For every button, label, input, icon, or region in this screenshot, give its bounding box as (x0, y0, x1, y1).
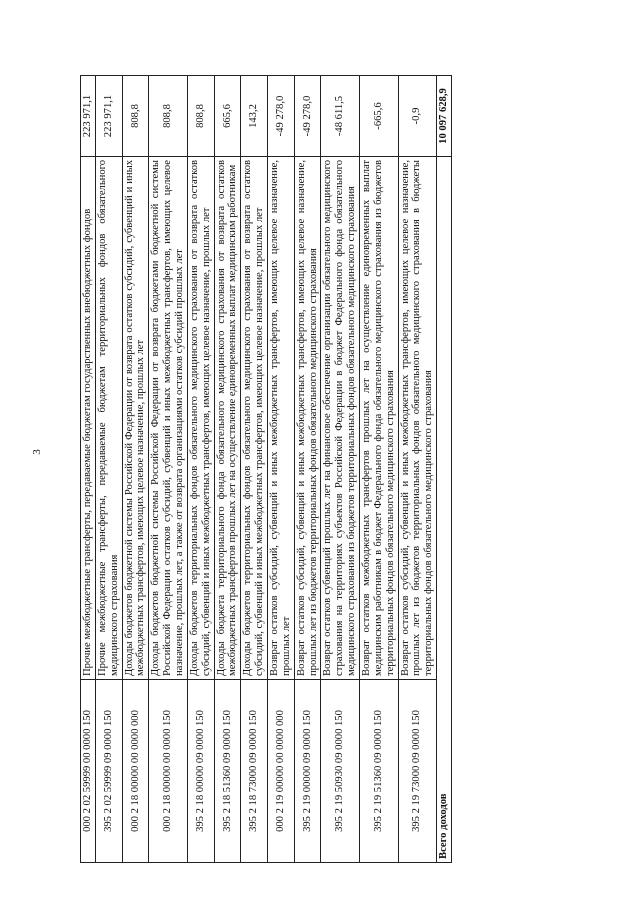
revenue-name: Прочие межбюджетные трансферты, передаваемые бюджетам территориальных фондов обязательного медицинского страхования (95, 157, 122, 680)
revenue-name: Прочие межбюджетные трансферты, передаваемые бюджетам государственных внебюджетных фондов (81, 157, 96, 680)
table-row (398, 76, 437, 863)
amount-value: -48 611,5 (321, 76, 360, 157)
total-label: Всего доходов (437, 157, 452, 863)
budget-code: 395 2 02 59999 09 0000 150 (95, 680, 122, 863)
budget-code: 395 2 19 51360 09 0000 150 (360, 680, 399, 863)
table-row (149, 76, 188, 863)
budget-code: 000 2 18 00000 00 0000 150 (149, 680, 188, 863)
total-row (437, 76, 452, 863)
amount-value: 143,2 (241, 76, 268, 157)
revenue-name: Возврат остатков субвенций прошлых лет на финансовое обеспечение организации обязательного медицинского страхования на территориях субъектов Российской Федерации в бюджет Федерального фонда обязательного медицинского страхования из бюджетов территориальных фондов обязательного медицинского страхования (321, 157, 360, 680)
revenue-name: Возврат остатков субсидий, субвенций и иных межбюджетных трансфертов, имеющих целевое назначение, прошлых лет (268, 157, 295, 680)
budget-code: 395 2 18 51360 09 0000 150 (214, 680, 241, 863)
budget-code: 395 2 19 50930 09 0000 150 (321, 680, 360, 863)
revenue-name: Возврат остатков межбюджетных трансфертов прошлых лет на осуществление единовременных выплат медицинским работникам в бюджет Федерального фонда обязательного медицинского страхования из бюджетов территориальных фондов обязательного медицинского страхования (360, 157, 399, 680)
amount-value: -665,6 (360, 76, 399, 157)
table-row (321, 76, 360, 863)
table-row (214, 76, 241, 863)
budget-code: 395 2 19 00000 09 0000 150 (294, 680, 321, 863)
amount-value: 223 971,1 (81, 76, 96, 157)
budget-code: 395 2 18 00000 09 0000 150 (187, 680, 214, 863)
rotated-table-container (80, 75, 558, 863)
revenue-table (80, 75, 452, 863)
revenue-name: Доходы бюджета территориального фонда обязательного медицинского страхования от возврата остатков межбюджетных трансфертов прошлых лет на осуществление единовременных выплат медицинским работникам (214, 157, 241, 680)
amount-value: -49 278,0 (268, 76, 295, 157)
table-row (81, 76, 96, 863)
revenue-name: Доходы бюджетов территориальных фондов обязательного медицинского страхования от возврата остатков субсидий, субвенций и иных межбюджетных трансфертов, имеющих целевое назначение, прошлых лет (187, 157, 214, 680)
revenue-name: Доходы бюджетов бюджетной системы Российской Федерации от возврата остатков субсидий, субвенций и иных межбюджетных трансфертов, имеющих целевое назначение, прошлых лет (122, 157, 149, 680)
budget-code: 395 2 18 73000 09 0000 150 (241, 680, 268, 863)
total-amount: 10 097 628,9 (437, 76, 452, 157)
amount-value: 808,8 (187, 76, 214, 157)
table-row (122, 76, 149, 863)
budget-code: 000 2 02 59999 00 0000 150 (81, 680, 96, 863)
table-row (360, 76, 399, 863)
table-row (95, 76, 122, 863)
table-row (241, 76, 268, 863)
budget-code: 395 2 19 73000 09 0000 150 (398, 680, 437, 863)
page-number: 3 (30, 449, 43, 455)
table-row (268, 76, 295, 863)
table-body (81, 76, 452, 863)
budget-code: 000 2 19 00000 00 0000 000 (268, 680, 295, 863)
revenue-name: Возврат остатков субсидий, субвенций и иных межбюджетных трансфертов, имеющих целевое назначение, прошлых лет из бюджетов территориальных фондов обязательного медицинского страхования в бюджеты территориальных фондов обязательного медицинского страхования (398, 157, 437, 680)
revenue-name: Возврат остатков субсидий, субвенций и иных межбюджетных трансфертов, имеющих целевое назначение, прошлых лет из бюджетов территориальных фондов обязательного медицинского страхования (294, 157, 321, 680)
table-row (187, 76, 214, 863)
amount-value: 808,8 (149, 76, 188, 157)
amount-value: -0,9 (398, 76, 437, 157)
amount-value: 665,6 (214, 76, 241, 157)
revenue-name: Доходы бюджетов территориальных фондов обязательного медицинского страхования от возврата остатков субсидий, субвенций и иных межбюджетных трансфертов, имеющих целевое назначение, прошлых лет (241, 157, 268, 680)
amount-value: 223 971,1 (95, 76, 122, 157)
revenue-name: Доходы бюджетов бюджетной системы Российской Федерации от возврата бюджетами бюджетной системы Российской Федерации остатков субсидий, субвенций и иных межбюджетных трансфертов, имеющих целевое назначение, прошлых лет, а также от возврата организациями остатков субсидий прошлых лет (149, 157, 188, 680)
budget-code: 000 2 18 00000 00 0000 000 (122, 680, 149, 863)
table-row (294, 76, 321, 863)
amount-value: 808,8 (122, 76, 149, 157)
amount-value: -49 278,0 (294, 76, 321, 157)
